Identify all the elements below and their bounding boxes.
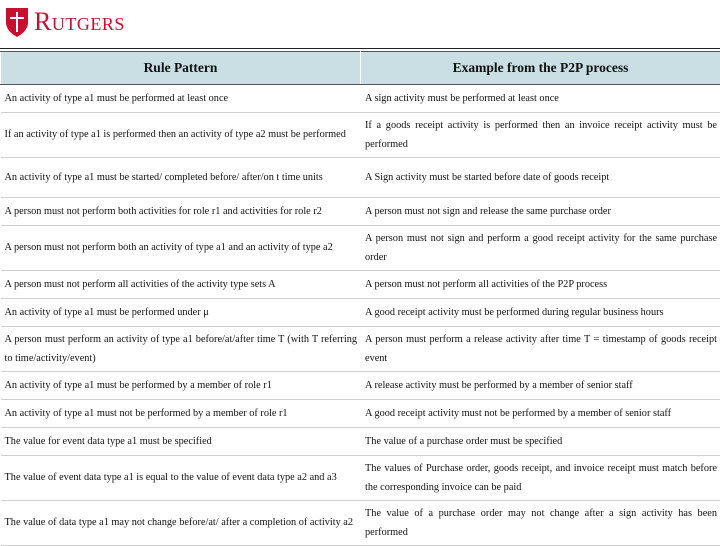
table-row [1,501,720,546]
example-cell: The value of a purchase order may not change after a sign activity has been performed [361,501,720,546]
table-row [1,456,720,501]
table-row [1,428,720,456]
rule-pattern-cell: An activity of type a1 must be started/ completed before/ after/on t time units [1,158,361,198]
header-divider [0,48,720,49]
table-row [1,327,720,372]
table-row [1,113,720,158]
logo-wordmark: Rutgers [34,4,125,40]
rule-pattern-cell: A person must not perform both activities for role r1 and activities for role r2 [1,198,361,226]
rutgers-logo [4,4,125,40]
column-header-example: Example from the P2P process [361,52,720,85]
column-header-rule-pattern: Rule Pattern [1,52,361,85]
rule-pattern-cell: A person must perform an activity of type a1 before/at/after time T (with T referring to time/activity/event) [1,327,361,372]
shield-icon [4,6,30,38]
rule-pattern-cell: A person must not perform both an activity of type a1 and an activity of type a2 [1,226,361,271]
example-cell: If a goods receipt activity is performed then an invoice receipt activity must be performed [361,113,720,158]
example-cell: The values of Purchase order, goods receipt, and invoice receipt must match before the corresponding invoice can be paid [361,456,720,501]
table-row [1,158,720,198]
rule-pattern-table [0,51,720,546]
table-header-row [1,52,720,85]
table-row [1,226,720,271]
table-row [1,198,720,226]
rule-pattern-cell: The value for event data type a1 must be specified [1,428,361,456]
rule-pattern-cell: An activity of type a1 must be performed at least once [1,85,361,113]
rule-pattern-cell: The value of data type a1 may not change before/at/ after a completion of activity a2 [1,501,361,546]
example-cell: A person must not sign and release the same purchase order [361,198,720,226]
example-cell: A good receipt activity must not be performed by a member of senior staff [361,400,720,428]
table-row [1,400,720,428]
table-row [1,372,720,400]
rule-pattern-cell: The value of event data type a1 is equal to the value of event data type a2 and a3 [1,456,361,501]
rule-pattern-cell: An activity of type a1 must not be performed by a member of role r1 [1,400,361,428]
example-cell: A good receipt activity must be performed during regular business hours [361,299,720,327]
example-cell: A person must perform a release activity after time T = timestamp of goods receipt event [361,327,720,372]
example-cell: A Sign activity must be started before date of goods receipt [361,158,720,198]
rule-pattern-cell: An activity of type a1 must be performed under μ [1,299,361,327]
example-cell: A release activity must be performed by a member of senior staff [361,372,720,400]
example-cell: The value of a purchase order must be specified [361,428,720,456]
rule-pattern-cell: A person must not perform all activities of the activity type sets A [1,271,361,299]
example-cell: A person must not perform all activities of the P2P process [361,271,720,299]
example-cell: A sign activity must be performed at least once [361,85,720,113]
rule-pattern-cell: An activity of type a1 must be performed by a member of role r1 [1,372,361,400]
table-row [1,299,720,327]
example-cell: A person must not sign and perform a good receipt activity for the same purchase order [361,226,720,271]
rule-pattern-cell: If an activity of type a1 is performed then an activity of type a2 must be performed [1,113,361,158]
table-row [1,271,720,299]
table-row [1,85,720,113]
